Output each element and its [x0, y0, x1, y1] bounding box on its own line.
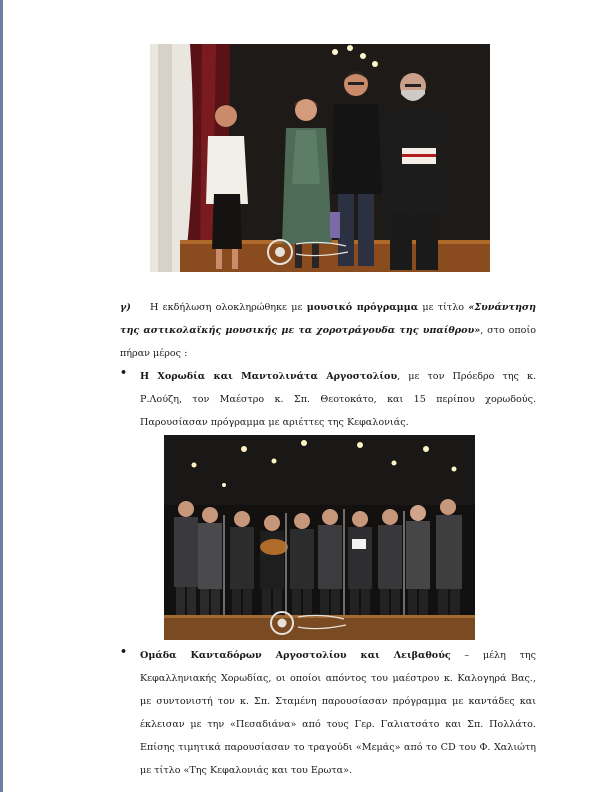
award-ceremony-photo: [150, 44, 490, 272]
choir-photo: [164, 435, 475, 640]
page-left-edge: [0, 0, 3, 792]
section-label: γ): [120, 302, 131, 313]
list-item-cantadores: [140, 644, 536, 782]
bullet-2: •: [120, 645, 128, 658]
intro-text: Η εκδήλωση ολοκληρώθηκε με: [150, 302, 307, 313]
intro-bold: μουσικό πρόγραμμα: [306, 302, 419, 313]
intro-text-2: με τίτλο: [418, 302, 469, 313]
program-title: «Συνάντηση της αστικολαϊκής μουσικής με τα χοροτράγουδα της υπαίθρου»: [120, 302, 536, 336]
intro-text-3: , στο οποίο πήραν μέρος :: [120, 325, 536, 359]
section-paragraph: [120, 296, 536, 365]
bullet-1: •: [120, 366, 128, 379]
item-2-text: – μέλη της Κεφαλληνιακής Χορωδίας, οι οποίοι απόντος του μαέστρου κ. Καλογηρά Βας., με συντονιστή τον κ. Σπ. Σταμένη παρουσίασαν πρόγραμμα με καντάδες και έκλεισαν με την «Πεσαδιάνα» από τους Γερ. Γαλιατσάτο και Σπ. Πολλάτο. Επίσης τιμητικά παρουσίασαν το τραγούδι «Μεμάς» από το CD του Φ. Χαλιώτη με τίτλο «Της Κεφαλονιάς και του Ερωτα».: [140, 650, 536, 776]
item-1-title: Η Χορωδία και Μαντολινάτα Αργοστολίου: [140, 371, 398, 382]
item-2-title: Ομάδα Κανταδόρων Αργοστολίου και Λειβαθούς: [140, 650, 451, 661]
item-1-text: , με τον Πρόεδρο της κ. Ρ.Λούζη, τον Μαέστρο κ. Σπ. Θεοτοκάτο, και 15 περίπου χορωδούς. Παρουσίασαν πρόγραμμα με αριέττες της Κεφαλονιάς.: [140, 371, 536, 428]
list-item-choir: [140, 365, 536, 434]
